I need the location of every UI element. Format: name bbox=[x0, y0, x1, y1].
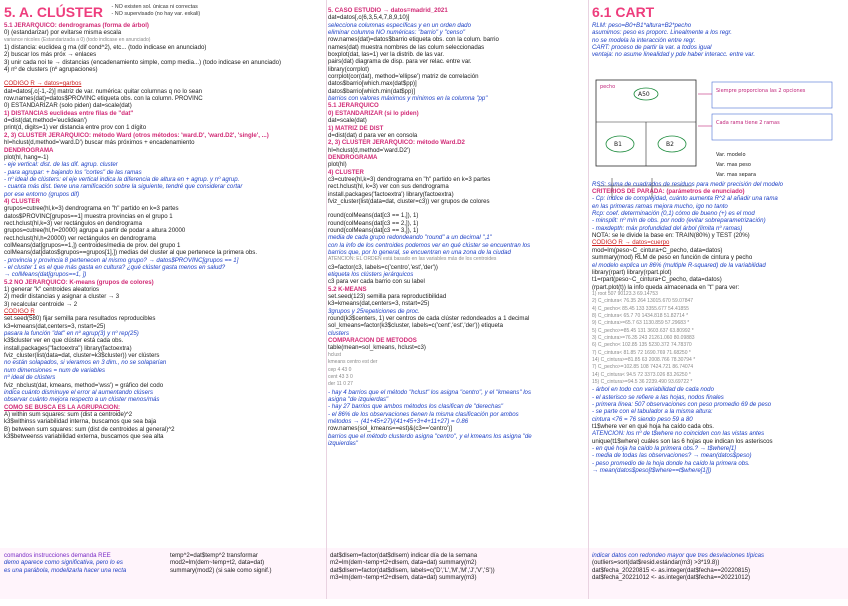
note-line: set.seed(123) semilla para reproductibilidad bbox=[328, 293, 447, 301]
note-line: 5.2 K-MEANS bbox=[328, 285, 367, 293]
note-line: indicar datos con redondeo mayor que tres desviaciones típicas bbox=[592, 552, 765, 559]
note-line: 5) C_pecho>=85.45 131 3603.637 63.80992 * bbox=[592, 327, 694, 334]
note-line: rect.hclust(hl,k=3) ver rectángulos en dendrograma bbox=[4, 219, 143, 227]
note-line bbox=[328, 205, 584, 212]
note-line: summary(mod) RLM de peso en función de cintura y pecho bbox=[592, 254, 753, 262]
node-label: B1 bbox=[614, 141, 622, 148]
clustering-notes bbox=[4, 22, 326, 440]
note-line: demo aparece como significativa, pero lo es bbox=[4, 559, 123, 567]
note-line: datos$PROVINC[grupos==1] muestra provincias en el grupo 1 bbox=[4, 212, 173, 220]
note-line: m2=lm(dem~temp+t2+dlsem, data=dat) summary(m2) bbox=[330, 559, 477, 567]
note-line: 5.1 JERÁRQUICO: dendrogramas (forma de árbol) bbox=[4, 22, 149, 29]
section-header bbox=[4, 4, 326, 22]
subtitle-line: - NO supervisado (no hay var. exkali) bbox=[111, 10, 201, 17]
note-line: 14) C_cintura>=81.85 63 2008.766 78.30794 * bbox=[592, 356, 696, 363]
note-line: dat$dlsem=factor(dat$dlsem, labels=c('D','L','M','M','J','V','S')) bbox=[330, 566, 495, 574]
note-line: media de cada grupo redondeando "round" a un decimal ",1" bbox=[328, 234, 492, 242]
note-line: 4) CLÚSTER bbox=[4, 197, 40, 205]
note-line: - nº ideal de clústers: el eje vertical indica la diferencia de altura en + agrup. y nº agrup. bbox=[4, 175, 240, 183]
note-line: row.names(dat)=datos$PROVINC etiqueta obs. con la column. PROVINC bbox=[4, 95, 203, 103]
note-line: sol_kmeans=factor(k3$cluster, labels=c('cent','est','der')) etiqueta bbox=[328, 322, 503, 330]
note-line: 15) C_cintura>=94.5 36 2239.490 93.69722 * bbox=[592, 379, 693, 385]
note-line: num dimensiones = num de variables bbox=[4, 366, 106, 374]
note-line: - se parte con el tabulador a la misma altura: bbox=[592, 408, 713, 416]
note-line: el modelo explica un 86% (multiple R-squared) de la variabilidad bbox=[592, 261, 766, 269]
note-line: 1) MATRIZ DE DIST bbox=[328, 124, 384, 132]
note-line: - peso promedio de la hoja donde ha caído la primera obs. bbox=[592, 459, 750, 467]
cart-intro-notes bbox=[592, 22, 844, 59]
note-line: B) between sum squares: sum (dist de centroides al general)^2 bbox=[4, 425, 175, 433]
note-line: k3=kmeans(dat,centers=3, nstart=25) bbox=[4, 322, 106, 330]
note-line: Rcp: coef. determinación (0,1) cómo de bueno (+) es el mod bbox=[592, 210, 755, 218]
note-line: etiqueta los clústers jerárquicos bbox=[328, 271, 414, 279]
note-line: CÓMO SE BUSCA ES LA AGRUPACIÓN: bbox=[4, 403, 121, 411]
formula-sketch bbox=[598, 178, 692, 198]
note-line: table(mean=sol_kmeans, hclust=c3) bbox=[328, 344, 426, 352]
note-line: 3) unir cada noi te → distancias (encadenamiento simple, comp media...) (todo indicase en anunciado) bbox=[4, 58, 282, 66]
note-line: fviz_cluster(list(data=dat, cluster=c3)) ver grupos de colores bbox=[328, 197, 490, 205]
note-line: rect.hclust(hl, k=3) ver con sus dendrograma bbox=[328, 183, 449, 191]
note-line: A) within sum squares: sum (dist a centroide)^2 bbox=[4, 410, 133, 418]
note-line: row.names(sol_kmeans==est)&(c3=='centro')] bbox=[328, 425, 452, 433]
note-line: barrios que, por lo general, se encuentran en una zona de la ciudad bbox=[328, 249, 511, 256]
note-line: k3$cluster ver en que clúster está cada obs. bbox=[4, 337, 124, 345]
note-line: - Cp: índice de complejidad, cuánto aumenta R^2 al añadir una rama bbox=[592, 195, 778, 203]
note-line: nº ideal de clústers bbox=[4, 374, 56, 382]
note-line: (rpart.plot(t)) la info queda almacenada en "t" para ver: bbox=[592, 283, 740, 291]
note-line: 1) DISTANCIAS euclideas entre filas de "dat" bbox=[4, 109, 134, 117]
section-subtitle bbox=[112, 4, 201, 17]
note-line: c3 para ver cada barrio con su label bbox=[328, 278, 425, 286]
note-line: ATENCIÓN: EL ORDEN está basado en las variables más de los centroides bbox=[328, 256, 497, 263]
note-line: → colMeans(dat[grupos==1, ]) bbox=[4, 271, 87, 279]
column-clustering bbox=[4, 4, 326, 603]
column-divider-2 bbox=[588, 0, 589, 599]
note-line: plot(hl, hang=-1) bbox=[4, 153, 49, 161]
axis-label: pecho bbox=[600, 84, 616, 90]
note-line: selecciona columnas específicas y en un orden dado bbox=[328, 21, 471, 29]
note-line: - el 86% de los observaciones tienen la misma clasificación por ambos bbox=[328, 410, 519, 418]
note-line: 1) root 507 90123.3 69.14753 bbox=[592, 290, 658, 297]
note-line: row.names(dat)=datos$barrio etiqueta obs. con la colum. barrio bbox=[328, 36, 499, 44]
bottom-notes-4 bbox=[592, 552, 844, 596]
note-line: RLM: peso=B0+B1*altura+B2*pecho bbox=[592, 22, 692, 29]
note-line: install.packages("factoextra") library(factoextra) bbox=[4, 344, 132, 352]
note-line: no están solapados, si vieramos en 3 dim., no se solaparían bbox=[4, 359, 167, 367]
note-line: cintura <76 = 76 siendo peso 59 a 80 bbox=[592, 415, 693, 423]
note-line: 2, 3) CLÚSTER JERÁRQUICO: método Ward (otros métodos: 'ward.D', 'ward.D2', 'single', ...) bbox=[4, 131, 269, 139]
note-line: datos$barrio[which.max(dat$pp)] bbox=[328, 80, 417, 88]
note-line: CÓDIGO R bbox=[4, 308, 35, 316]
bottom-notes-1 bbox=[4, 552, 164, 596]
note-line bbox=[4, 73, 326, 80]
legend-text: Var. modelo bbox=[716, 152, 746, 158]
note-line: barrios que el método clusterdo asigna "centro", y el kmeans los asigna "de bbox=[328, 432, 532, 440]
column-case-study bbox=[328, 7, 584, 606]
note-line: cep 4 43 0 bbox=[328, 366, 352, 373]
annotation-box bbox=[712, 82, 832, 108]
note-line: fviz_nbclust(dat, kmeans, method='wss') = gráfico del codo bbox=[4, 381, 164, 389]
note-line: temp^2=dat$temp^2 transformar bbox=[170, 552, 258, 559]
note-line: m3=lm(dem~temp+t2+dlsem, data=dat) summary(m3) bbox=[330, 574, 477, 582]
note-line: names(dat) muestra nombres de las colum seleccionadas bbox=[328, 43, 485, 51]
note-line: pairs(dat) diagrama de disp. para ver relac. entre var. bbox=[328, 58, 472, 66]
note-line: 8) C_cintura< 65.7 70 1434.818 51.82714 * bbox=[592, 312, 689, 319]
note-line: RSS: suma de cuadrados de residuos para medir precisión del modelo bbox=[592, 180, 784, 188]
note-line: k3=kmeans(dat,centers=3, nstart=25) bbox=[328, 300, 430, 308]
note-line: cent 43 3 0 bbox=[328, 373, 353, 380]
note-line: 6) C_pecho< 102.85 135 5230.372 74.78370 bbox=[592, 342, 692, 349]
note-line: 7) C_cintura< 81.85 72 1690.769 71.68250 * bbox=[592, 349, 691, 356]
note-line: eliminar columna NO numéricas: "barrio" y "censo" bbox=[328, 29, 466, 37]
note-line: COMPARACIÓN DE MÉTODOS bbox=[328, 337, 417, 345]
note-line: plot(hl) bbox=[328, 161, 347, 169]
note-line: mod2=lm(dem~temp+t2, data=dat) bbox=[170, 559, 265, 567]
note-line: round(colMeans(dat[c3 == 2,]), 1) bbox=[328, 219, 419, 227]
note-line: - en qué hoja ha caído la primera obs.? → t$where[1] bbox=[592, 445, 736, 453]
note-line: round(colMeans(dat[c3 == 1,]), 1) bbox=[328, 212, 419, 220]
note-line: 4) nº de clusters (nº agrupaciones) bbox=[4, 66, 98, 74]
note-line: observar cuánto mejora respecto a un clúster menos/más bbox=[4, 396, 160, 404]
note-line: dat=datos[,c(6,3,5,4,7,8,9,10)] bbox=[328, 14, 410, 22]
note-line: 4) C_pecho< 85.45 133 3355.677 54.41855 bbox=[592, 305, 689, 312]
note-line: - maxdepth: máx profundidad del árbol (limita nº ramas) bbox=[592, 224, 743, 232]
note-line: install.packages('factoextra') library(factoextra) bbox=[328, 190, 454, 198]
column-divider-1 bbox=[326, 0, 327, 599]
note-line: mod=lm(peso~C_cintura+C_pecho, data=datos) bbox=[592, 246, 723, 254]
note-line: library(rpart) library(rpart.plot) bbox=[592, 268, 672, 276]
subtitle-line: - NO existen sol. únicas ni correctas bbox=[111, 4, 198, 10]
note-line: print(d, digits=1) ver distancia entre prov con 1 dígito bbox=[4, 124, 147, 132]
note-line: hclust bbox=[328, 351, 342, 358]
note-line: 2) medir distancias y asignar a cluster → 3 bbox=[4, 293, 120, 301]
bottom-notes-3 bbox=[330, 552, 586, 596]
note-line: 5. CASO ESTUDIO → datos=madrid_2021 bbox=[328, 7, 448, 14]
note-line: 2, 3) CLÚSTER JERÁRQUICO: método Ward.D2 bbox=[328, 139, 465, 147]
note-line: en las primeras ramas mejora mucho, igo no tanto bbox=[592, 202, 728, 210]
note-line: indica cuánto disminuye el error al aumentando clúsers bbox=[4, 388, 154, 396]
note-line: - provincia y provincia 8 pertenecen al mismo grupo? → datos$PROVINC[grupos == 1] bbox=[4, 256, 239, 264]
note-line: c3=cutree(hl,k=3) dendrograma en "h" partido en k=3 partes bbox=[328, 175, 491, 183]
annotation-text: Siempre proporciona las 2 opciones bbox=[716, 88, 806, 94]
note-line: es una parábola, modelizarla hacer una recta bbox=[4, 566, 127, 574]
note-line: CART: proceso de partir la var. a todos igual bbox=[592, 44, 712, 52]
note-line: clusters bbox=[328, 329, 349, 337]
note-line: k3$withinss variabilidad interna, buscamos que sea baja bbox=[4, 418, 157, 426]
note-line: round(colMeans(dat[c3 == 3,]), 1) bbox=[328, 226, 419, 234]
note-line: izquierdas" bbox=[328, 439, 358, 447]
note-line: d=dist(dat,method='euclidean') bbox=[4, 117, 87, 125]
note-line: colMeans(dat[datos$grupos==grupos[1],]) medias del cluster al que pertenece la primera obs. bbox=[4, 249, 258, 257]
note-line: 9) C_cintura>=65.7 63 1130.859 57.29683 * bbox=[592, 320, 690, 327]
note-line: - el asterisco se refiere a las hojas, nodos finales bbox=[592, 393, 724, 401]
legend-text: Var. mas peso bbox=[716, 162, 751, 168]
note-line: der 11 0 27 bbox=[328, 381, 353, 388]
note-line: colMeans(dat[grupos==1,]) centroides/media de prov. del grupo 1 bbox=[4, 241, 181, 249]
note-line: variance nicoles (Estandarizada a 0) (todo indicase en anunciado) bbox=[4, 36, 151, 43]
note-line: DENDROGRAMA bbox=[328, 153, 378, 161]
case-study-notes bbox=[328, 7, 584, 447]
note-line: 3grupos y 25repeticiones de proc. bbox=[328, 307, 420, 315]
note-line: 3) recalcular centroide → 2 bbox=[4, 300, 78, 308]
note-line: summary(mod2) (si sale como signif.) bbox=[170, 566, 272, 574]
note-line: 5.2 NO JERÁRQUICO: K-means (grupos de colores) bbox=[4, 278, 154, 286]
note-line: - hay 27 barrios que ambos métodos los clasifican de "derechas" bbox=[328, 403, 504, 411]
note-line: 5.1 JERÁRQUICO bbox=[328, 102, 379, 110]
note-line: set.seed(580) fijar semilla para resultados reproducibles bbox=[4, 315, 156, 323]
note-line: boxplot(dat, las=1) ver la distrib. de las var. bbox=[328, 51, 445, 59]
note-line: 2) buscar los más próx → enlaces bbox=[4, 51, 97, 59]
note-line: 0) ESTANDARIZAR (si lo piden) bbox=[328, 109, 419, 117]
note-line: por ese entorno (grupos dif) bbox=[4, 190, 80, 198]
note-line: - árbol en todo con variabilidad de cada nodo bbox=[592, 386, 714, 394]
annotation-text: Cada rama tiene 2 ramas bbox=[716, 120, 780, 126]
note-line: dat=scale(dat) bbox=[328, 117, 367, 125]
note-line: kmeans centro est der bbox=[328, 359, 378, 366]
note-line: ventaja: no asume linealidad y pde haber interacc. entre var. bbox=[592, 51, 756, 59]
note-line: ATENCIÓN: los nº de t$where no coinciden con las vistas antes bbox=[592, 430, 765, 438]
note-line: dat$fecha_20221012 <- as.integer(dat$fecha==20221012) bbox=[592, 574, 751, 582]
bottom-notes-2 bbox=[170, 552, 326, 596]
note-line: - media de todas las observaciones? → mean(datos$peso) bbox=[592, 452, 752, 460]
note-line: 7) C_pecho>=102.85 108 7424.721 86.74074 bbox=[592, 364, 694, 371]
note-line: - eje vertical: dist. de las dif. agrup. cluster bbox=[4, 161, 118, 169]
note-line: dat$fecha_20220815 <- as.integer(dat$fecha==20220815) bbox=[592, 566, 751, 574]
note-line: 0) (estandarizar) por evitarse misma escala bbox=[4, 29, 122, 37]
note-line: - hay 4 barrios que el método "hclust" los asigna "centro", y el "kmeans" los bbox=[328, 388, 531, 396]
note-line: dat$dlsem=factor(dat$dlsem) indicar día de la semana bbox=[330, 552, 478, 559]
note-line: - para agrupar: + bajando los "cortes" de las ramas bbox=[4, 168, 142, 176]
cart-title: 6.1 CART bbox=[592, 4, 655, 20]
note-line: library(corrplot) bbox=[328, 65, 369, 73]
note-line: → mean(datos$peso[t$where==t$where[1]]) bbox=[592, 467, 712, 475]
note-line: dat=datos[,c(-1,-2)] matriz de var. numérica: quitar columnas q no lo sean bbox=[4, 87, 202, 95]
note-line: t1=rpart(peso~C_cintura+C_pecho, data=datos) bbox=[592, 276, 722, 284]
note-line: CÓDIGO R → datos=garbos bbox=[4, 80, 82, 88]
note-line: comandos instrucciones demanda REE bbox=[4, 552, 111, 559]
note-line: d=dist(dat) d para ver en consola bbox=[328, 131, 418, 139]
note-line: - minsplit: nº mín de obs. por nodo (evitar sobreparametrización) bbox=[592, 217, 766, 225]
note-line: corrplot(cor(dat), method='ellipse') matriz de correlación bbox=[328, 73, 479, 81]
note-line: 4) CLÚSTER bbox=[328, 168, 364, 176]
cart-notes bbox=[592, 181, 844, 475]
note-line: pasara la función "dat" en nº agrup(3) y nº rep(25) bbox=[4, 330, 139, 338]
cart-tree-diagram bbox=[592, 74, 837, 204]
note-line: - el cluster 1 es el que más gasta en cultura? ¿qué clúster gasta menos en salud? bbox=[4, 264, 226, 271]
legend-text: Var. mas separa bbox=[716, 172, 757, 178]
note-line: barrios con valores máximos y mínimos en la columna "pp" bbox=[328, 95, 488, 103]
note-line: (outliers=sort(dat$resid.estándar(m3) >3*19.8)) bbox=[592, 559, 720, 567]
note-line: 2) C_cintura< 76.35 264 13015.670 59.07847 bbox=[592, 298, 694, 305]
note-line: grupos=cutree(hl,k=3) dendrograma en "h" partido en k=3 partes bbox=[4, 205, 179, 213]
note-line: unique(t1$where) cuáles son las 6 hojas que indican los asteriscos bbox=[592, 437, 773, 445]
note-line: fviz_cluster(list(data=dat, cluster=k3$cluster)) ver clústers bbox=[4, 352, 160, 360]
note-line: asumimos: peso es proporc. Linealmente a los regr. bbox=[592, 29, 732, 37]
note-line: hl=hclust(d,method='ward.D2') bbox=[328, 146, 411, 154]
note-line: CÓDIGO R → datos=cuerpo bbox=[592, 239, 670, 247]
note-line: datos$barrio[which.min(dat$pp)] bbox=[328, 87, 416, 95]
note-line: CRITERIOS DE PARADA: (parámetros de enunciado) bbox=[592, 188, 745, 196]
note-line: rect.hclust(hl,h=20000) ver rectángulos en dendrograma bbox=[4, 234, 156, 242]
note-line: DENDROGRAMA bbox=[4, 146, 54, 154]
note-line: 1) distancia: euclidea g ma (dif cond^2), etc... (todo indicase en anunciado) bbox=[4, 44, 207, 52]
note-line: con la info de los centroides podemos ver en qué clúster se encuentran los bbox=[328, 241, 531, 249]
note-line: - cuanta más dist. tiene una ramificación sobre la siguiente, tendré que considerar cortar bbox=[4, 183, 243, 191]
note-line: NOTA: se le divide la base en: TRAIN(80%) y TEST (20%) bbox=[592, 232, 750, 240]
note-line: round(k3$centers, 1) ver centros de cada clúster redondeados a 1 decimal bbox=[328, 315, 530, 323]
note-line: 0) ESTANDARIZAR (solo piden) dat=scale(dat) bbox=[4, 102, 132, 110]
note-line: métodos → (41+45+27)/(41+45+3+4+11+27) = 0.86 bbox=[328, 417, 469, 425]
note-line: 3) C_cintura>=76.35 243 21261.060 80.09883 bbox=[592, 334, 695, 341]
note-line: hl=hclust(d,method='ward.D') buscar más próximos + encadenamiento bbox=[4, 139, 195, 147]
note-line: grupos=cutree(hl,h=20000) agrupa a partir de podar a altura 20000 bbox=[4, 227, 186, 235]
note-line: 14) C_cintura< 94.5 72 3373.026 83.26250 * bbox=[592, 371, 691, 378]
node-label: A50 bbox=[638, 91, 650, 98]
note-line: 1) generar "k" centroides aleatorios bbox=[4, 286, 100, 294]
note-line: - primera línea: 507 observaciones con peso promedio 69 de peso bbox=[592, 401, 772, 409]
node-label: B2 bbox=[666, 141, 674, 148]
note-line: t1$where ver en qué hoja ha caído cada obs. bbox=[592, 423, 714, 431]
note-line: k3$betweenss variabilidad externa, buscamos que sea alta bbox=[4, 432, 164, 440]
note-line: no se modela la interacción entre regr. bbox=[592, 36, 696, 44]
section-title: 5. A. CLÚSTER bbox=[4, 4, 104, 20]
note-line: c3=factor(c3, labels=c('centro','est','der')) bbox=[328, 263, 438, 271]
annotation-box bbox=[712, 114, 832, 140]
note-line: asigna "de izquierdas" bbox=[328, 395, 389, 403]
